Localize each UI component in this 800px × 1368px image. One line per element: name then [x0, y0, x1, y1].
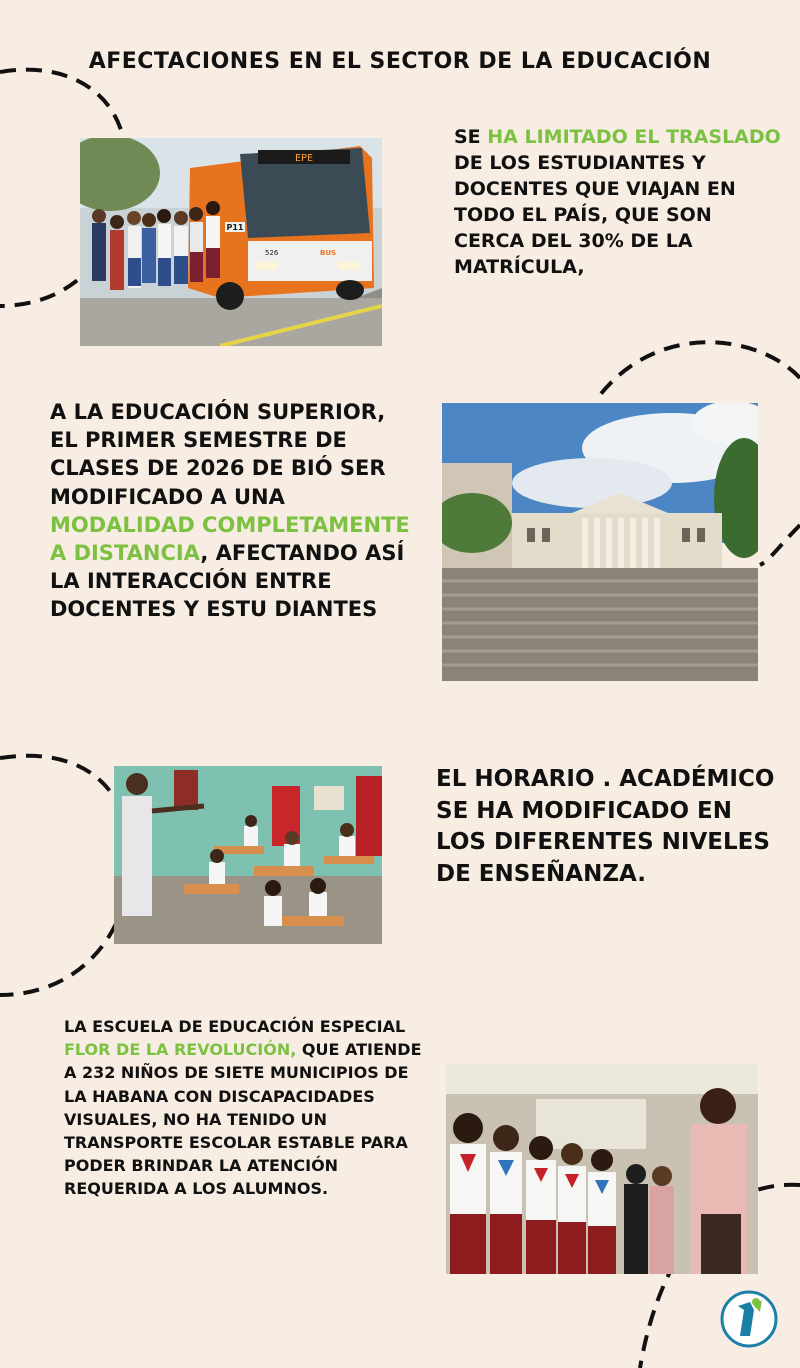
rising-figure-logo-icon: [720, 1290, 778, 1348]
dashed-arc-mid-right: [760, 525, 800, 565]
classroom-photo: [114, 766, 382, 944]
special-school-students-photo: [446, 1064, 758, 1274]
transport-limited-text: [454, 124, 784, 280]
higher-ed-text-start: A LA EDUCACIÓN SUPERIOR, EL PRIMER SEMESTRE DE CLASES DE 2026 DE BIÓ SER MODIFICADO A UNA: [50, 400, 386, 509]
special-school-text-start: LA ESCUELA DE EDUCACIÓN ESPECIAL: [64, 1017, 406, 1036]
bus-boarding-photo: [80, 138, 382, 346]
transport-text-start: SE: [454, 126, 488, 148]
dashed-arc-top-right: [600, 342, 800, 395]
higher-ed-text-end: , AFECTANDO ASÍ LA INTERACCIÓN ENTRE DOCENTES Y ESTU DIANTES: [50, 541, 405, 622]
page-title: AFECTACIONES EN EL SECTOR DE LA EDUCACIÓN: [88, 49, 712, 74]
bus-label: BUS: [320, 249, 337, 257]
special-school-text: [64, 1015, 424, 1201]
special-school-text-end: QUE ATIENDE A 232 NIÑOS DE SIETE MUNICIPIOS DE LA HABANA CON DISCAPACIDADES VISUALES, NO HA TENIDO UN TRANSPORTE ESCOLAR ESTABLE PARA PODER BRINDAR LA ATENCIÓN REQUERIDA A LOS ALUMNOS.: [64, 1040, 422, 1199]
dashed-arc-middle-left: [0, 756, 130, 995]
special-school-highlight: FLOR DE LA REVOLUCIÓN,: [64, 1040, 297, 1060]
bus-route-badge: P11: [226, 223, 244, 232]
transport-highlight: HA LIMITADO EL TRASLADO: [487, 126, 781, 148]
bus-fleet-number: 526: [265, 249, 279, 257]
university-steps-photo: [442, 403, 758, 681]
schedule-modified-text: EL HORARIO . ACADÉMICO SE HA MODIFICADO EN LOS DIFERENTES NIVELES DE ENSEÑANZA.: [436, 766, 775, 887]
transport-text-end: DE LOS ESTUDIANTES Y DOCENTES QUE VIAJAN EN TODO EL PAÍS, QUE SON CERCA DEL 30% DE LA MATRÍCULA,: [454, 152, 736, 278]
higher-ed-highlight: MODALIDAD COMPLETAMENTE A DISTANCIA: [50, 512, 410, 566]
bus-route-sign: EPE: [294, 153, 314, 164]
higher-education-text: [50, 398, 420, 624]
